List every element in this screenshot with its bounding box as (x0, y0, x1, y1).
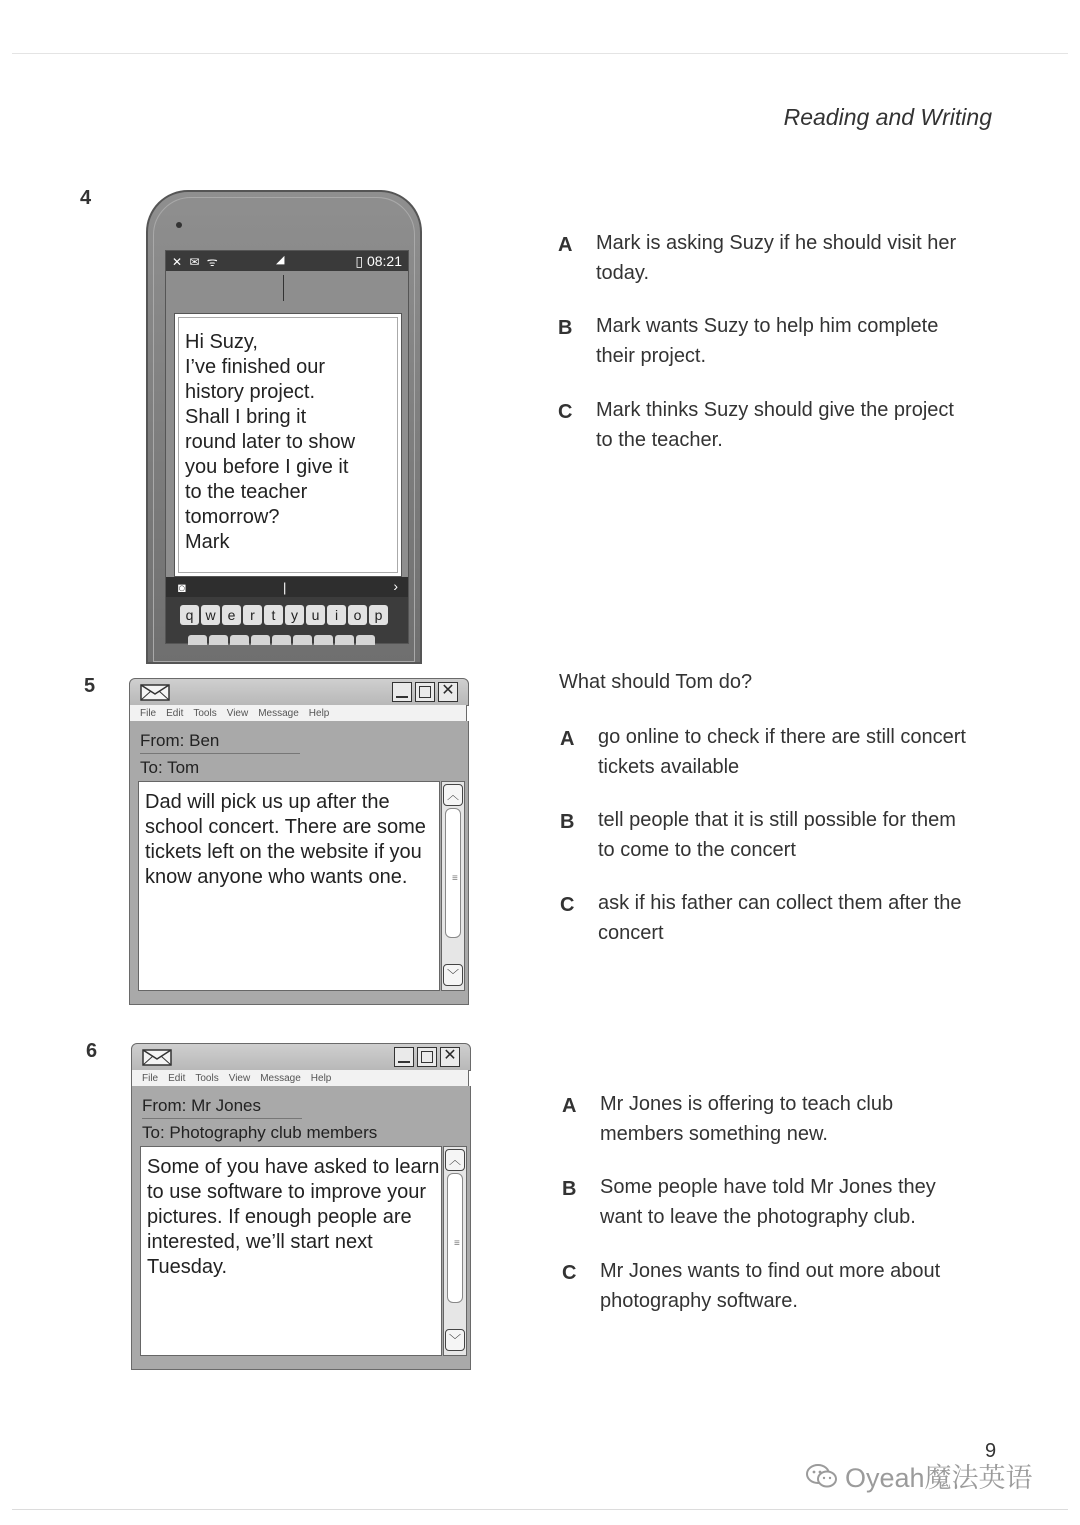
key: t (264, 605, 283, 625)
option-letter: B (558, 317, 573, 339)
option-text: Mark wants Suzy to help him complete their project. (596, 315, 939, 367)
input-cursor: | (283, 580, 287, 595)
notification-icons: ✕ ✉ ᯤ (172, 255, 220, 269)
menu-view[interactable]: View (228, 1072, 251, 1084)
option-text: Mark thinks Suzy should give the project to the teacher. (596, 399, 954, 451)
option-letter: A (562, 1095, 577, 1117)
signal-icon: ◢ (276, 254, 285, 266)
keyboard (166, 597, 408, 643)
menu-message[interactable]: Message (260, 1072, 301, 1084)
question-number: 6 (86, 1040, 98, 1062)
option-text: Mark is asking Suzy if he should visit her today. (596, 232, 957, 284)
scroll-up-icon[interactable]: ︿ (445, 1149, 465, 1171)
key: q (180, 605, 199, 625)
sms-message-box (174, 313, 402, 577)
scroll-track[interactable]: ≡ (445, 808, 461, 938)
scrollbar[interactable] (441, 781, 465, 991)
scroll-track[interactable]: ≡ (447, 1173, 463, 1303)
camera-icon (176, 222, 182, 228)
close-button[interactable]: ✕ (440, 1047, 460, 1067)
camera-icon: ◙ (178, 580, 186, 595)
window-title-bar (129, 678, 469, 706)
key: p (369, 605, 388, 625)
key: y (285, 605, 304, 625)
key: u (306, 605, 325, 625)
option-text: Mr Jones is offering to teach club members something new. (600, 1093, 894, 1145)
email-from: From: Ben (140, 731, 220, 750)
option-text: Mr Jones wants to find out more about photography software. (600, 1260, 941, 1312)
section-title: Reading and Writing (783, 104, 992, 130)
menu-view[interactable]: View (226, 707, 249, 719)
text-cursor (283, 275, 284, 301)
key: r (243, 605, 262, 625)
minimize-button[interactable] (394, 1047, 414, 1067)
option-letter: B (560, 811, 575, 833)
sms-message-text: Hi Suzy, I’ve finished our history project. Shall I bring it round later to show you before I give it to the teacher tomorrow? Mark (185, 331, 356, 553)
phone-screen (165, 250, 409, 644)
close-button[interactable]: ✕ (438, 682, 458, 702)
menu-file[interactable]: File (142, 1072, 159, 1084)
question-number: 5 (84, 675, 96, 697)
phone-body (146, 190, 422, 664)
option-text: tell people that it is still possible for them to come to the concert (598, 809, 956, 861)
top-rule (12, 53, 1068, 54)
email-to: To: Tom (140, 758, 200, 777)
phone-toolbar (166, 577, 408, 597)
status-bar (166, 251, 408, 271)
status-time: ▯ 08:21 (355, 253, 402, 269)
question-prompt: What should Tom do? (559, 671, 753, 693)
scrollbar[interactable] (443, 1146, 467, 1356)
email-message-text: Dad will pick us up after the school concert. There are some tickets left on the website if you know anyone who wants one. (145, 791, 426, 888)
menu-bar (131, 1070, 469, 1086)
key: o (348, 605, 367, 625)
email-body-panel (129, 721, 469, 1005)
option-letter: C (562, 1262, 577, 1284)
email-from: From: Mr Jones (142, 1096, 262, 1115)
scroll-down-icon[interactable]: ﹀ (445, 1329, 465, 1351)
menu-edit[interactable]: Edit (166, 707, 184, 719)
menu-file[interactable]: File (140, 707, 157, 719)
option-text: Some people have told Mr Jones they want to leave the photography club. (600, 1176, 936, 1228)
option-text: go online to check if there are still concert tickets available (598, 726, 966, 778)
email-message-text: Some of you have asked to learn to use software to improve your pictures. If enough people are interested, we’ll start next Tuesday. (147, 1156, 440, 1278)
menu-help[interactable]: Help (308, 707, 330, 719)
page-number: 9 (985, 1440, 997, 1462)
option-letter: C (560, 894, 575, 916)
question-number: 4 (80, 187, 92, 209)
option-text: ask if his father can collect them after the concert (598, 892, 962, 944)
email-to: To: Photography club members (142, 1123, 378, 1142)
scroll-up-icon[interactable]: ︿ (443, 784, 463, 806)
chat-bubbles-icon (805, 1462, 839, 1490)
menu-edit[interactable]: Edit (168, 1072, 186, 1084)
watermark-text: Oyeah魔法英语 (845, 1463, 1033, 1493)
bottom-rule (12, 1509, 1068, 1510)
maximize-button[interactable] (417, 1047, 437, 1067)
key: w (201, 605, 220, 625)
key: e (222, 605, 241, 625)
option-letter: B (562, 1178, 577, 1200)
envelope-icon (142, 1049, 172, 1066)
scroll-down-icon[interactable]: ﹀ (443, 964, 463, 986)
menu-help[interactable]: Help (310, 1072, 332, 1084)
email-message-box (140, 1146, 442, 1356)
window-title-bar (131, 1043, 471, 1071)
minimize-button[interactable] (392, 682, 412, 702)
option-letter: C (558, 401, 573, 423)
menu-message[interactable]: Message (258, 707, 299, 719)
menu-tools[interactable]: Tools (195, 1072, 219, 1084)
maximize-button[interactable] (415, 682, 435, 702)
option-letter: A (558, 234, 573, 256)
phone-illustration (146, 190, 422, 650)
envelope-icon (140, 684, 170, 701)
menu-tools[interactable]: Tools (193, 707, 217, 719)
menu-bar (129, 705, 467, 721)
email-body-panel (131, 1086, 471, 1370)
key: i (327, 605, 346, 625)
email-message-box (138, 781, 440, 991)
send-arrow-icon: › (393, 578, 398, 594)
option-letter: A (560, 728, 575, 750)
email-window (129, 678, 469, 1004)
watermark (805, 1456, 1033, 1495)
email-window (131, 1043, 471, 1369)
